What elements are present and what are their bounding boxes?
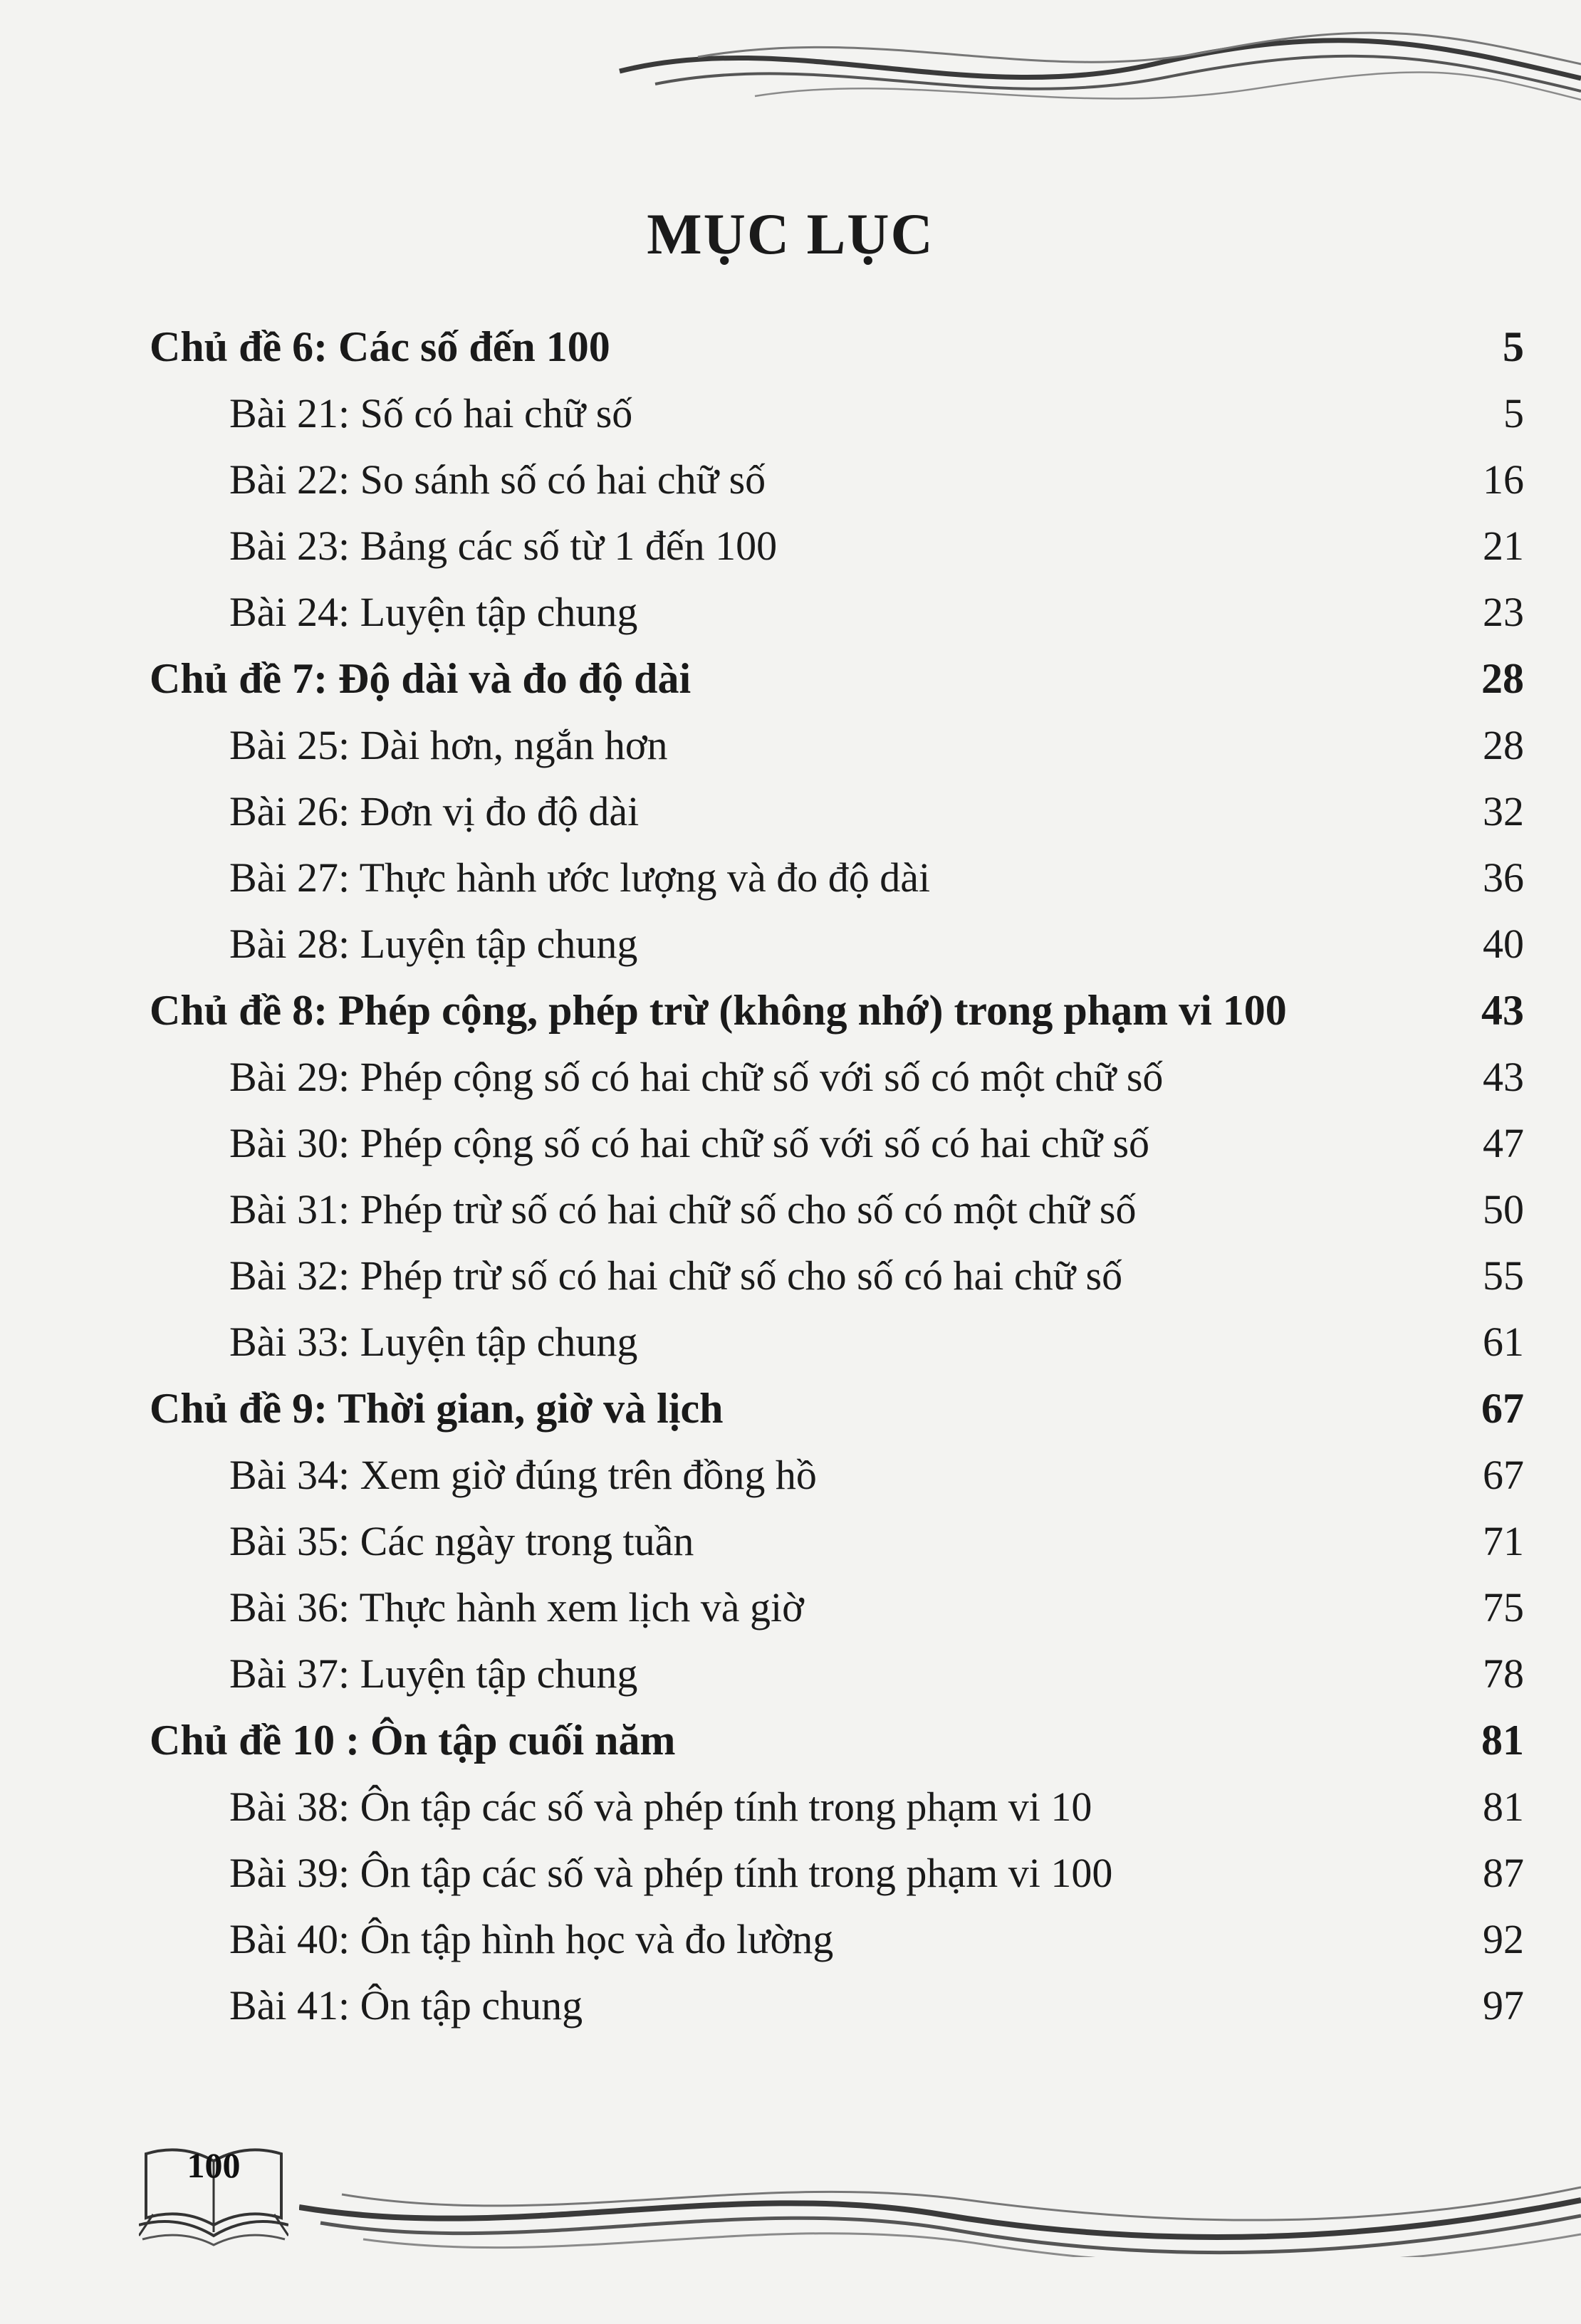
lesson-page-number: 32 bbox=[1483, 788, 1524, 834]
lesson-title: Bài 39: Ôn tập các số và phép tính trong phạm vi 100 bbox=[229, 1850, 1113, 1896]
topic-title: Chủ đề 6: Các số đến 100 bbox=[150, 323, 610, 370]
toc-topic bbox=[150, 313, 1524, 380]
toc-lesson bbox=[150, 911, 1524, 977]
toc-lesson bbox=[150, 579, 1524, 645]
lesson-page-number: 47 bbox=[1483, 1120, 1524, 1166]
toc-lesson bbox=[150, 1044, 1524, 1110]
toc-lesson bbox=[150, 1242, 1524, 1309]
lesson-title: Bài 34: Xem giờ đúng trên đồng hồ bbox=[229, 1452, 817, 1498]
lesson-page-number: 50 bbox=[1483, 1186, 1524, 1232]
bottom-wave-ornament bbox=[299, 2179, 1581, 2257]
toc-lesson bbox=[150, 1110, 1524, 1176]
topic-title: Chủ đề 8: Phép cộng, phép trừ (không nhớ) trong phạm vi 100 bbox=[150, 987, 1287, 1034]
lesson-page-number: 87 bbox=[1483, 1850, 1524, 1896]
topic-page-number: 5 bbox=[1503, 323, 1524, 370]
lesson-title: Bài 40: Ôn tập hình học và đo lường bbox=[229, 1916, 834, 1962]
lesson-title: Bài 24: Luyện tập chung bbox=[229, 589, 638, 635]
lesson-page-number: 61 bbox=[1483, 1319, 1524, 1365]
toc-topic bbox=[150, 645, 1524, 712]
toc-lesson bbox=[150, 1840, 1524, 1906]
topic-title: Chủ đề 10 : Ôn tập cuối năm bbox=[150, 1717, 676, 1764]
lesson-page-number: 97 bbox=[1483, 1982, 1524, 2029]
topic-page-number: 28 bbox=[1481, 655, 1524, 702]
toc-lesson bbox=[150, 446, 1524, 513]
lesson-page-number: 75 bbox=[1483, 1584, 1524, 1631]
lesson-title: Bài 31: Phép trừ số có hai chữ số cho số có một chữ số bbox=[229, 1186, 1137, 1232]
lesson-page-number: 43 bbox=[1483, 1054, 1524, 1100]
toc-lesson bbox=[150, 380, 1524, 446]
lesson-page-number: 23 bbox=[1483, 589, 1524, 635]
page-title: MỤC LỤC bbox=[647, 201, 934, 266]
lesson-title: Bài 30: Phép cộng số có hai chữ số với số có hai chữ số bbox=[229, 1120, 1150, 1166]
toc-lesson bbox=[150, 1574, 1524, 1640]
toc-lesson bbox=[150, 712, 1524, 778]
lesson-title: Bài 32: Phép trừ số có hai chữ số cho số có hai chữ số bbox=[229, 1252, 1123, 1299]
toc-lesson bbox=[150, 1640, 1524, 1707]
toc-lesson bbox=[150, 1972, 1524, 2038]
lesson-page-number: 5 bbox=[1503, 390, 1524, 436]
toc-lesson bbox=[150, 1508, 1524, 1574]
toc-topic bbox=[150, 1707, 1524, 1774]
toc-lesson bbox=[150, 1176, 1524, 1242]
toc-lesson bbox=[150, 778, 1524, 844]
lesson-page-number: 67 bbox=[1483, 1452, 1524, 1498]
lesson-title: Bài 33: Luyện tập chung bbox=[229, 1319, 638, 1365]
lesson-page-number: 21 bbox=[1483, 523, 1524, 569]
lesson-title: Bài 26: Đơn vị đo độ dài bbox=[229, 788, 640, 834]
page-number: 100 bbox=[187, 2145, 241, 2185]
toc-lesson bbox=[150, 1442, 1524, 1508]
toc-lesson bbox=[150, 1309, 1524, 1375]
lesson-page-number: 71 bbox=[1483, 1518, 1524, 1564]
lesson-title: Bài 35: Các ngày trong tuần bbox=[229, 1518, 694, 1564]
lesson-page-number: 36 bbox=[1483, 854, 1524, 901]
lesson-title: Bài 22: So sánh số có hai chữ số bbox=[229, 456, 766, 503]
toc-lesson bbox=[150, 1774, 1524, 1840]
lesson-page-number: 55 bbox=[1483, 1252, 1524, 1299]
lesson-title: Bài 27: Thực hành ước lượng và đo độ dài bbox=[229, 854, 931, 901]
lesson-page-number: 40 bbox=[1483, 921, 1524, 967]
lesson-page-number: 92 bbox=[1483, 1916, 1524, 1962]
lesson-page-number: 16 bbox=[1483, 456, 1524, 503]
lesson-page-number: 81 bbox=[1483, 1784, 1524, 1830]
toc-lesson bbox=[150, 844, 1524, 911]
topic-title: Chủ đề 9: Thời gian, giờ và lịch bbox=[150, 1385, 724, 1432]
topic-page-number: 43 bbox=[1481, 987, 1524, 1034]
lesson-title: Bài 23: Bảng các số từ 1 đến 100 bbox=[229, 523, 778, 569]
topic-title: Chủ đề 7: Độ dài và đo độ dài bbox=[150, 655, 692, 702]
toc-lesson bbox=[150, 513, 1524, 579]
lesson-page-number: 78 bbox=[1483, 1650, 1524, 1697]
topic-page-number: 67 bbox=[1481, 1385, 1524, 1432]
lesson-title: Bài 38: Ôn tập các số và phép tính trong phạm vi 10 bbox=[229, 1784, 1092, 1830]
toc-topic bbox=[150, 1375, 1524, 1442]
table-of-contents bbox=[150, 313, 1524, 2038]
lesson-title: Bài 37: Luyện tập chung bbox=[229, 1650, 638, 1697]
lesson-title: Bài 29: Phép cộng số có hai chữ số với số có một chữ số bbox=[229, 1054, 1164, 1100]
toc-topic bbox=[150, 977, 1524, 1044]
lesson-title: Bài 21: Số có hai chữ số bbox=[229, 390, 633, 436]
lesson-title: Bài 41: Ôn tập chung bbox=[229, 1982, 583, 2029]
toc-lesson bbox=[150, 1906, 1524, 1972]
lesson-title: Bài 25: Dài hơn, ngắn hơn bbox=[229, 722, 668, 768]
topic-page-number: 81 bbox=[1481, 1717, 1524, 1764]
lesson-title: Bài 36: Thực hành xem lịch và giờ bbox=[229, 1584, 804, 1631]
lesson-title: Bài 28: Luyện tập chung bbox=[229, 921, 638, 967]
top-wave-ornament bbox=[612, 28, 1581, 107]
lesson-page-number: 28 bbox=[1483, 722, 1524, 768]
